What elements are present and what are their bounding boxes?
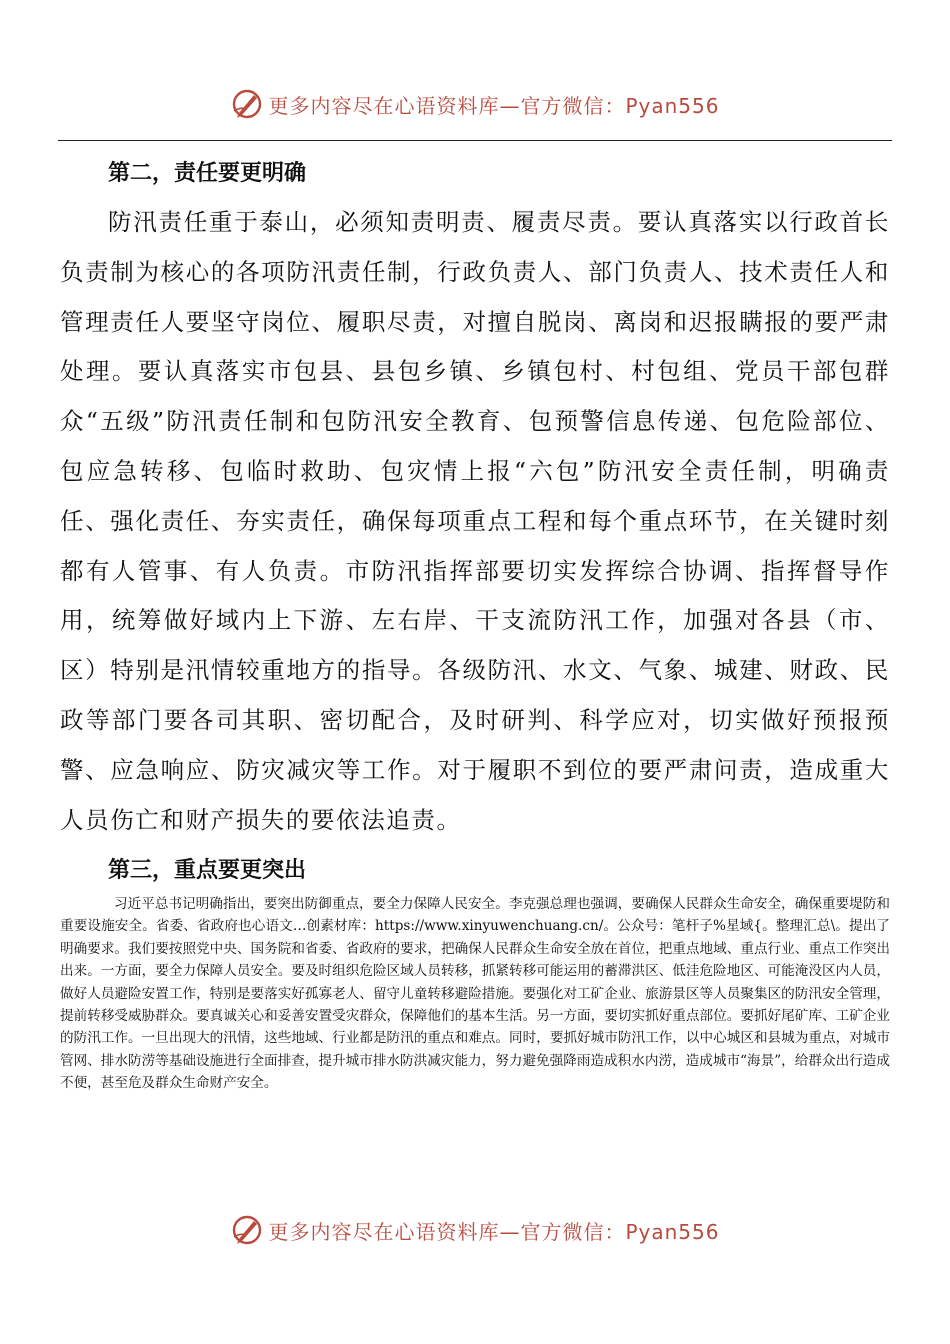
section-paragraph-2: 防汛责任重于泰山，必须知责明责、履责尽责。要认真落实以行政首长负责制为核心的各项防汛责任制，行政负责人、部门负责人、技术责任人和管理责任人要坚守岗位、履职尽责，对擅自脱岗、离岗和迟报瞒报的要严肃处理。要认真落实市包县、县包乡镇、乡镇包村、村包组、党员干部包群众“五级”防汛责任制和包防汛安全教育、包预警信息传递、包危险部位、包应急转移、包临时救助、包灾情上报“六包”防汛安全责任制，明确责任、强化责任、夯实责任，确保每项重点工程和每个重点环节，在关键时刻都有人管事、有人负责。市防汛指挥部要切实发挥综合协调、指挥督导作用，统筹做好域内上下游、左右岸、干支流防汛工作，加强对各县（市、区）特别是汛情较重地方的指导。各级防汛、水文、气象、城建、财政、民政等部门要各司其职、密切配合，及时研判、科学应对，切实做好预报预警、应急响应、防灾减灾等工作。对于履职不到位的要严肃问责，造成重大人员伤亡和财产损失的要依法追责。 [60, 208, 890, 834]
banner-text: 更多内容尽在心语资料库—官方微信：Pyan556 [268, 93, 720, 118]
banner-text: 更多内容尽在心语资料库—官方微信：Pyan556 [268, 1219, 720, 1244]
bottom-banner [0, 1210, 950, 1250]
pen-logo-icon [230, 1213, 264, 1247]
top-banner [0, 84, 950, 124]
section-heading-2: 第二，责任要更明确 [108, 161, 307, 186]
section-paragraph-3: 习近平总书记明确指出，要突出防御重点，要全力保障人民安全。李克强总理也强调，要确保人民群众生命安全，确保重要堤防和重要设施安全。省委、省政府也心语文…创素材库：https://www.xinyuwenchuang.cn/。公众号：笔杆子%星域{。整理汇总\。提出了明确要求。我们要按照党中央、国务院和省委、省政府的要求，把确保人民群众生命安全放在首位，把重点地域、重点行业、重点工作突出出来。一方面，要全力保障人员安全。要及时组织危险区域人员转移，抓紧转移可能运用的蓄滞洪区、低洼危险地区、可能淹没区内人员，做好人员避险安置工作，特别是要落实好孤寡老人、留守儿童转移避险措施。要强化对工矿企业、旅游景区等人员聚集区的防汛安全管理，提前转移受威胁群众。要真诚关心和妥善安置受灾群众，保障他们的基本生活。另一方面，要切实抓好重点部位。要抓好尾矿库、工矿企业的防汛工作。一旦出现大的汛情，这些地域、行业都是防汛的重点和难点。同时，要抓好城市防汛工作，以中心城区和县城为重点，对城市管网、排水防涝等基础设施进行全面排查，提升城市排水防洪减灾能力，努力避免强降雨造成积水内涝，造成城市“海景”，给群众出行造成不便，甚至危及群众生命财产安全。 [60, 896, 890, 1092]
pen-logo-icon [230, 87, 264, 121]
section-heading-3: 第三，重点要更突出 [108, 858, 307, 883]
header-divider [58, 140, 892, 141]
